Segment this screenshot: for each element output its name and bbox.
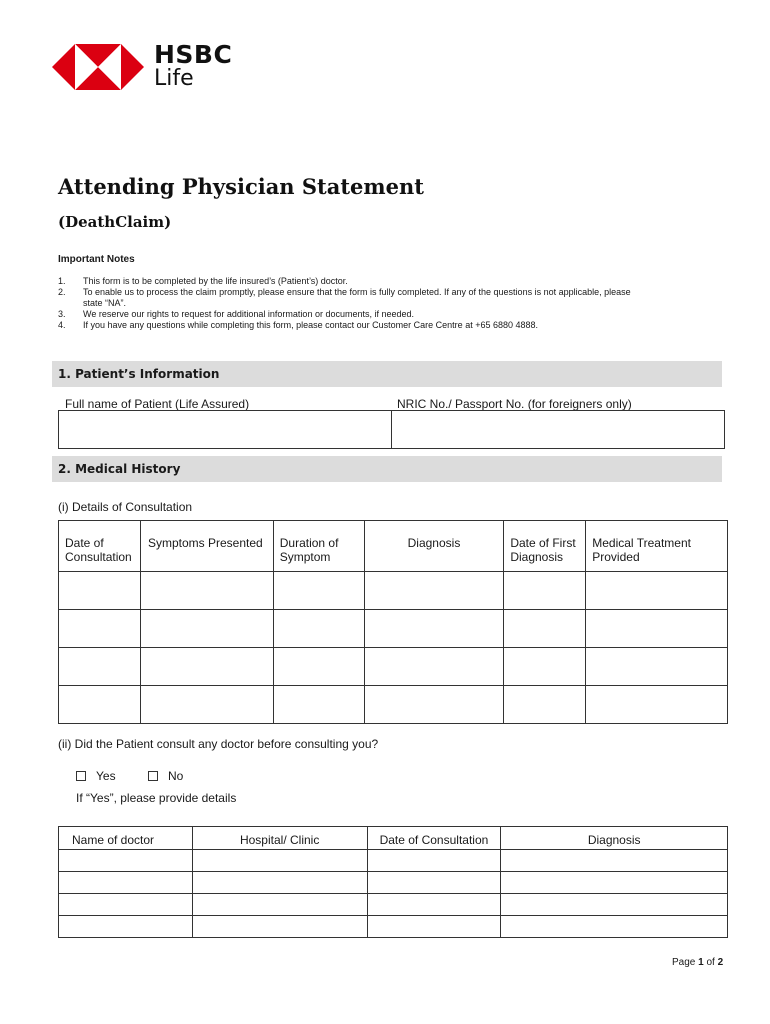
details-prompt: If “Yes”, please provide details (76, 791, 237, 805)
table-cell[interactable] (586, 648, 728, 686)
header-medical-treatment: Medical Treatment Provided (586, 521, 728, 572)
header-symptoms-presented: Symptoms Presented (140, 521, 273, 572)
notes-list (58, 276, 638, 331)
table-cell[interactable] (59, 872, 193, 894)
full-name-field[interactable] (59, 411, 392, 449)
table-cell[interactable] (501, 872, 728, 894)
table-cell[interactable] (140, 648, 273, 686)
no-label: No (168, 769, 184, 783)
table-cell[interactable] (367, 850, 501, 872)
header-diagnosis: Diagnosis (501, 827, 728, 850)
table-cell[interactable] (364, 686, 504, 724)
consultation-table (58, 520, 728, 724)
table-cell[interactable] (501, 916, 728, 938)
header-name-of-doctor: Name of doctor (59, 827, 193, 850)
note-text: We reserve our rights to request for additional information or documents, if needed. (83, 309, 415, 319)
header-date-of-first-diagnosis: Date of First Diagnosis (504, 521, 586, 572)
table-cell[interactable] (140, 686, 273, 724)
table-cell[interactable] (192, 850, 367, 872)
page-subtitle: (DeathClaim) (58, 213, 172, 231)
table-cell[interactable] (586, 610, 728, 648)
section-heading-medical-history: 2. Medical History (52, 456, 722, 482)
hsbc-life-logo (52, 42, 242, 92)
table-cell[interactable] (59, 686, 141, 724)
note-item (58, 287, 638, 309)
patient-info-table (58, 410, 725, 449)
table-cell[interactable] (273, 610, 364, 648)
consultation-details-label: (i) Details of Consultation (58, 500, 193, 514)
table-header-row (59, 827, 728, 850)
brand-subname: Life (154, 66, 194, 91)
note-item (58, 309, 638, 320)
table-cell[interactable] (504, 610, 586, 648)
table-cell[interactable] (192, 872, 367, 894)
table-row (59, 872, 728, 894)
table-cell[interactable] (140, 572, 273, 610)
hsbc-hexagon-icon (52, 42, 144, 92)
note-number: 4. (58, 320, 66, 330)
table-cell[interactable] (59, 648, 141, 686)
table-cell[interactable] (504, 686, 586, 724)
brand-name: HSBC (154, 40, 233, 69)
page-number (672, 957, 723, 968)
table-cell[interactable] (504, 572, 586, 610)
note-text: To enable us to process the claim promptly, please ensure that the form is fully completed. If any of the questions is not applicable, please state “NA”. (83, 287, 631, 308)
table-cell[interactable] (140, 610, 273, 648)
header-date-of-consultation: Date of Consultation (59, 521, 141, 572)
table-header-row (59, 521, 728, 572)
section-heading-patient-info: 1. Patient’s Information (52, 361, 722, 387)
header-diagnosis: Diagnosis (364, 521, 504, 572)
note-text: If you have any questions while completing this form, please contact our Customer Care Centre at +65 6880 4888. (83, 320, 539, 330)
table-cell[interactable] (59, 894, 193, 916)
table-cell[interactable] (273, 572, 364, 610)
table-row (59, 850, 728, 872)
table-cell[interactable] (59, 572, 141, 610)
table-cell[interactable] (364, 572, 504, 610)
table-cell[interactable] (586, 686, 728, 724)
page-of: of (703, 957, 718, 968)
note-number: 1. (58, 276, 66, 286)
yes-checkbox[interactable] (76, 771, 86, 781)
table-row (59, 916, 728, 938)
table-cell[interactable] (586, 572, 728, 610)
table-row (59, 686, 728, 724)
page-title: Attending Physician Statement (58, 174, 424, 199)
page-prefix: Page (672, 957, 699, 968)
table-cell[interactable] (192, 916, 367, 938)
table-cell[interactable] (59, 916, 193, 938)
table-cell[interactable] (367, 894, 501, 916)
table-cell[interactable] (273, 648, 364, 686)
note-number: 2. (58, 287, 66, 297)
prior-doctor-table (58, 826, 728, 938)
table-cell[interactable] (501, 850, 728, 872)
header-hospital-clinic: Hospital/ Clinic (192, 827, 367, 850)
prior-doctor-question: (ii) Did the Patient consult any doctor before consulting you? (58, 737, 379, 751)
header-date-of-consultation: Date of Consultation (367, 827, 501, 850)
table-row (59, 894, 728, 916)
table-cell[interactable] (59, 850, 193, 872)
table-cell[interactable] (367, 872, 501, 894)
header-duration-of-symptom: Duration of Symptom (273, 521, 364, 572)
nric-field[interactable] (391, 411, 725, 449)
table-cell[interactable] (367, 916, 501, 938)
yes-label: Yes (96, 769, 116, 783)
note-text: This form is to be completed by the life insured’s (Patient’s) doctor. (83, 276, 348, 286)
notes-heading: Important Notes (58, 254, 135, 265)
nric-label: NRIC No./ Passport No. (for foreigners only) (397, 397, 632, 411)
note-item (58, 276, 638, 287)
yes-option[interactable] (76, 769, 116, 783)
no-option[interactable] (148, 769, 183, 783)
table-row (59, 572, 728, 610)
page-total: 2 (717, 957, 724, 968)
no-checkbox[interactable] (148, 771, 158, 781)
table-cell[interactable] (501, 894, 728, 916)
table-cell[interactable] (192, 894, 367, 916)
note-number: 3. (58, 309, 66, 319)
table-row (59, 610, 728, 648)
table-cell[interactable] (364, 648, 504, 686)
table-cell[interactable] (364, 610, 504, 648)
table-row (59, 648, 728, 686)
table-cell[interactable] (59, 610, 141, 648)
table-cell[interactable] (504, 648, 586, 686)
note-item (58, 320, 638, 331)
table-cell[interactable] (273, 686, 364, 724)
full-name-label: Full name of Patient (Life Assured) (65, 397, 250, 411)
page-current: 1 (698, 957, 704, 968)
